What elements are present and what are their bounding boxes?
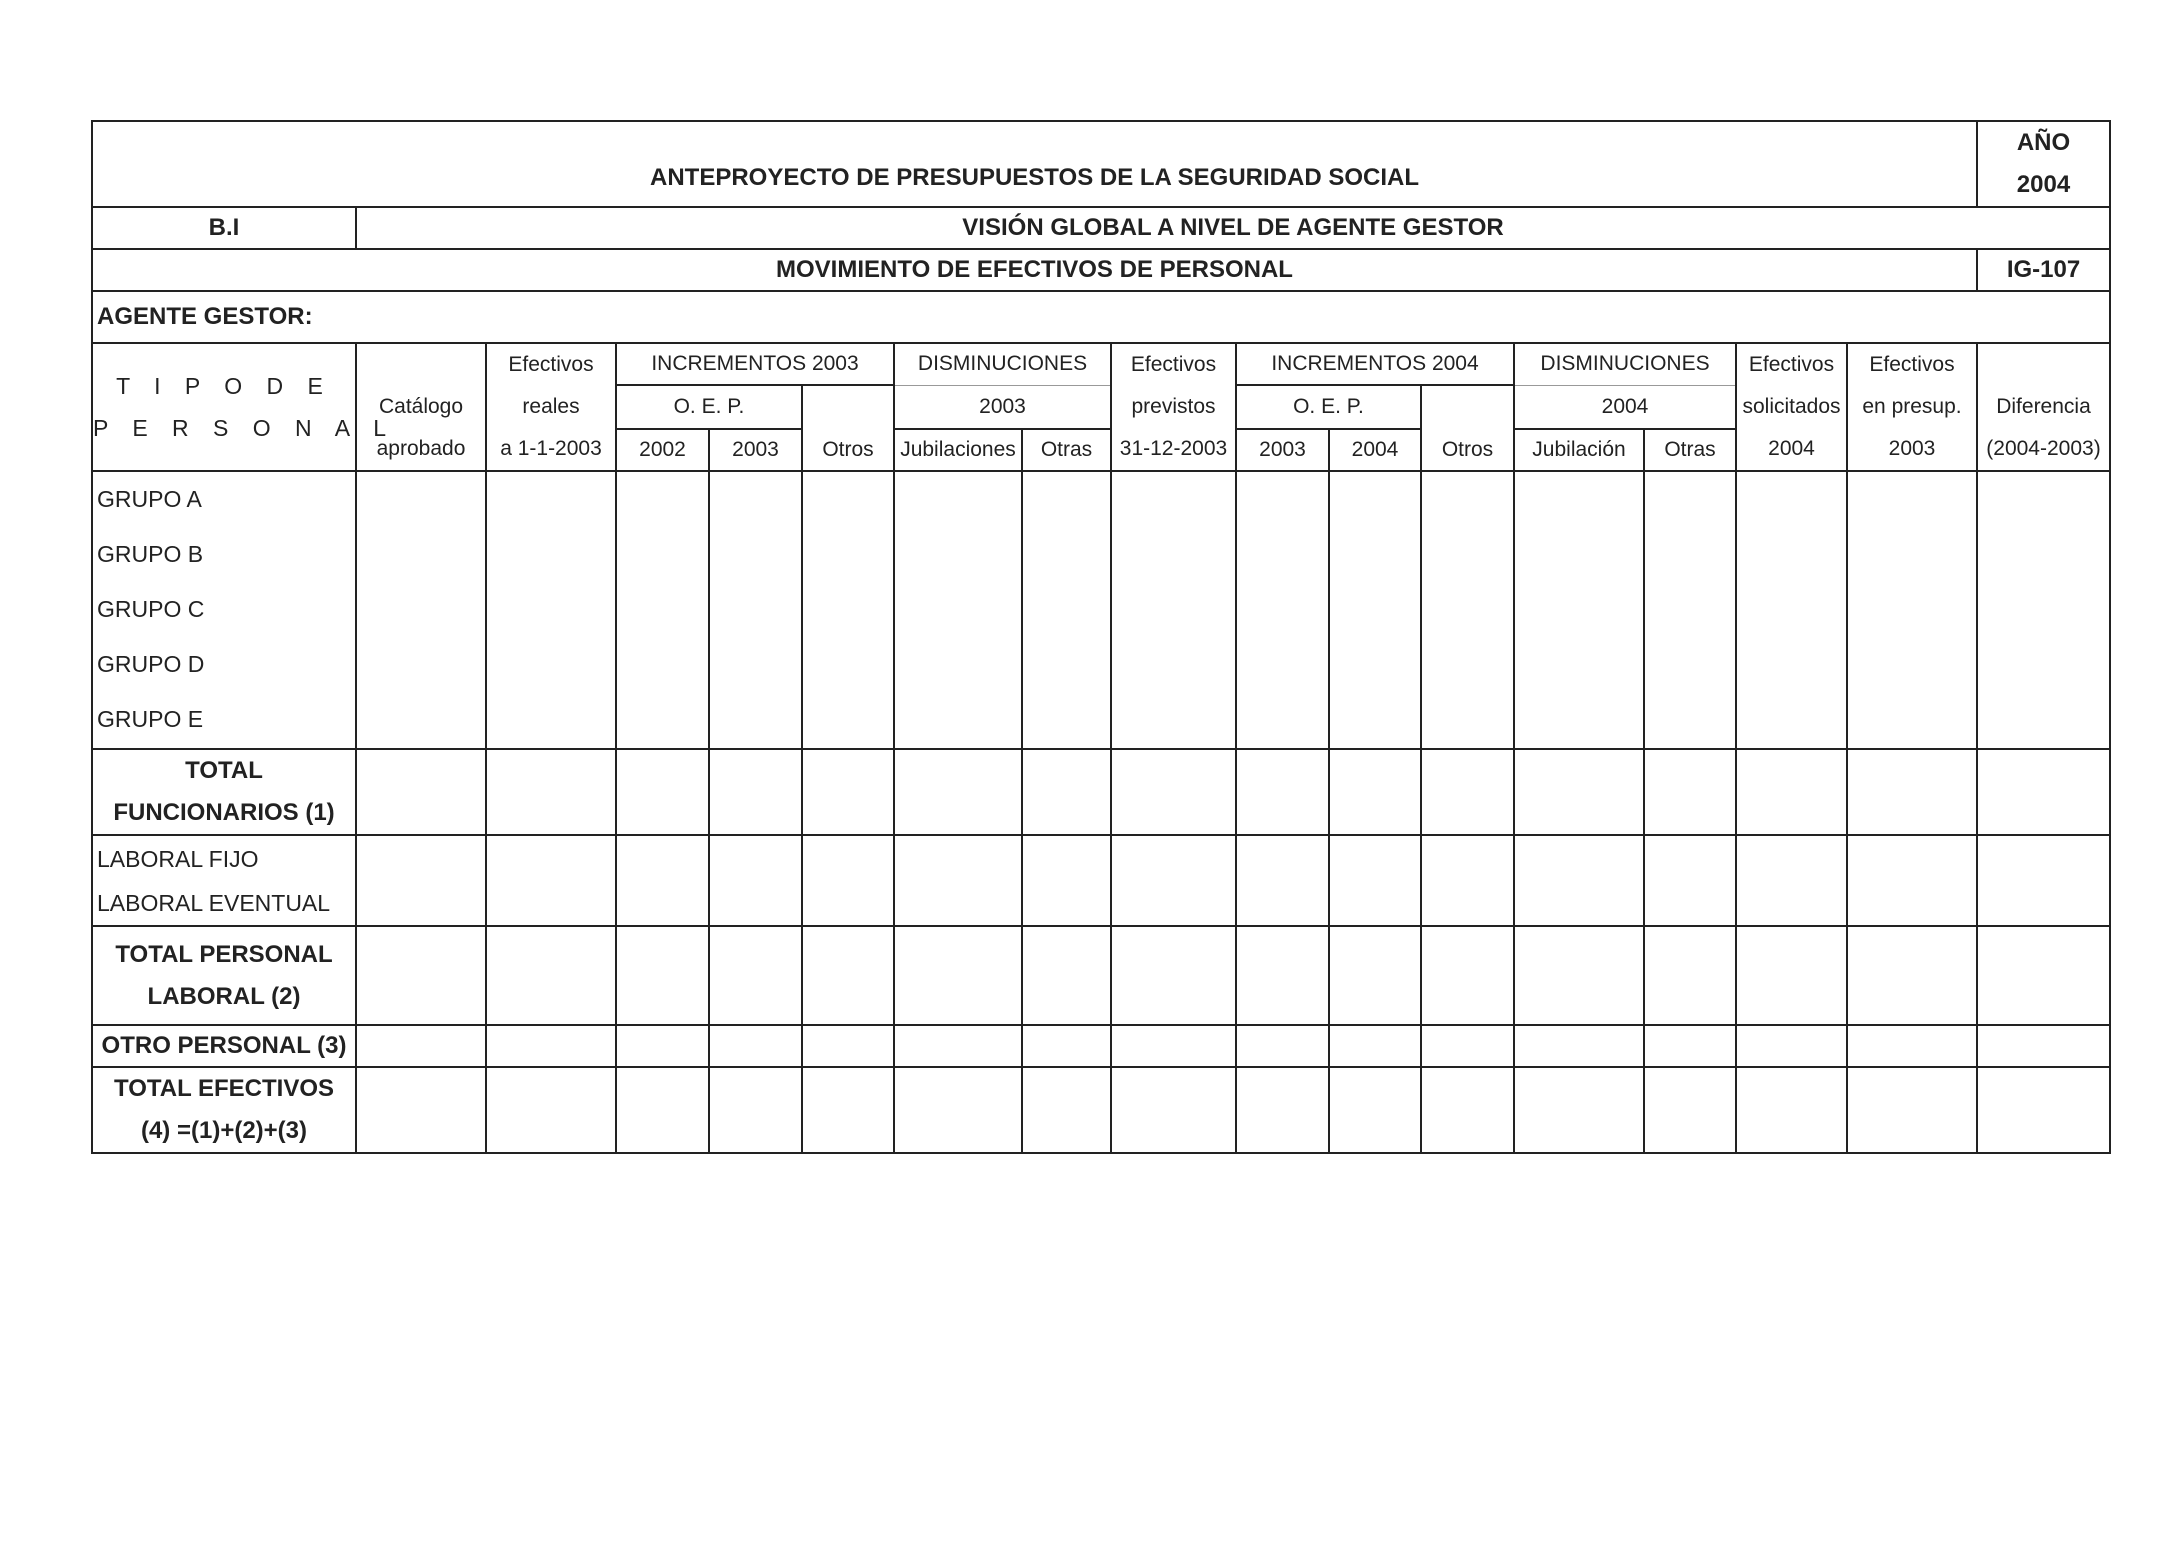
incrementos-2004-header: INCREMENTOS 2004 — [1236, 343, 1514, 385]
tipo-line-2: P E R S O N A L — [93, 415, 396, 441]
efectivos-solicitados-line-2: solicitados — [1742, 395, 1841, 418]
grupos-cell — [92, 471, 356, 749]
total-laboral-line-2: LABORAL (2) — [147, 982, 301, 1010]
total-funcionarios-line-2: FUNCIONARIOS (1) — [113, 799, 335, 826]
tipo-line-1: T I P O D E — [116, 373, 332, 399]
diferencia-line-1: Diferencia — [1996, 395, 2091, 418]
grupos-row — [92, 471, 2110, 749]
document-title: ANTEPROYECTO DE PRESUPUESTOS DE LA SEGURIDAD SOCIAL — [92, 121, 1977, 207]
efectivos-reales-header — [486, 343, 616, 471]
efectivos-previstos-line-2: previstos — [1131, 395, 1216, 418]
total-laboral-line-1: TOTAL PERSONAL — [115, 940, 333, 968]
efectivos-previstos-line-1: Efectivos — [1130, 353, 1217, 376]
oep-2003-year-b: 2003 — [709, 429, 802, 471]
jubilaciones-header: Jubilaciones — [894, 429, 1022, 471]
laboral-eventual: LABORAL EVENTUAL — [97, 889, 331, 916]
form-sheet — [91, 120, 2109, 1154]
dism-2004-year: 2004 — [1514, 385, 1736, 429]
grupo-a: GRUPO A — [97, 486, 202, 512]
laboral-cell — [92, 835, 356, 926]
grupo-c: GRUPO C — [97, 596, 205, 622]
tipo-personal-header — [92, 343, 396, 471]
efectivos-previstos-header — [1111, 343, 1236, 471]
total-funcionarios-row — [92, 749, 2110, 835]
diferencia-header — [1977, 343, 2110, 471]
efectivos-presup-line-2: en presup. — [1862, 395, 1962, 418]
efectivos-solicitados-line-1: Efectivos — [1748, 353, 1835, 376]
total-funcionarios-line-1: TOTAL — [185, 757, 263, 784]
total-efectivos-line-2: (4) =(1)+(2)+(3) — [140, 1117, 308, 1144]
total-laboral-label — [92, 926, 356, 1025]
section-code: B.I — [92, 207, 356, 249]
oep-2003-year-a: 2002 — [616, 429, 709, 471]
efectivos-reales-line-3: a 1-1-2003 — [500, 437, 602, 460]
efectivos-reales-line-1: Efectivos — [508, 353, 594, 376]
oep-2004-header: O. E. P. — [1236, 385, 1421, 429]
oep-2003-header: O. E. P. — [616, 385, 802, 429]
diferencia-line-2: (2004-2003) — [1986, 437, 2101, 460]
laboral-fijo: LABORAL FIJO — [97, 845, 259, 872]
year-value: 2004 — [2016, 171, 2071, 198]
otro-personal-row — [92, 1025, 2110, 1067]
grupo-b: GRUPO B — [97, 541, 204, 567]
laboral-row — [92, 835, 2110, 926]
total-laboral-row — [92, 926, 2110, 1025]
personnel-table — [91, 120, 2111, 1154]
efectivos-presup-header — [1847, 343, 1977, 471]
otros-2004-header: Otros — [1421, 385, 1514, 471]
oep-2004-year-b: 2004 — [1329, 429, 1421, 471]
disminuciones-2003-header: DISMINUCIONES — [894, 343, 1111, 385]
section-subtitle: VISIÓN GLOBAL A NIVEL DE AGENTE GESTOR — [356, 207, 2110, 249]
agent-label: AGENTE GESTOR: — [92, 291, 2110, 343]
otras-2003-header: Otras — [1022, 429, 1111, 471]
form-code: IG-107 — [1977, 249, 2110, 291]
otras-2004-header: Otras — [1644, 429, 1736, 471]
catalogo-line-2: aprobado — [376, 437, 466, 460]
catalogo-header — [356, 343, 486, 471]
total-efectivos-label — [92, 1067, 356, 1153]
year-cell — [1977, 121, 2110, 207]
oep-2004-year-a: 2003 — [1236, 429, 1329, 471]
grupo-e: GRUPO E — [97, 706, 204, 732]
efectivos-previstos-line-3: 31-12-2003 — [1119, 437, 1228, 460]
efectivos-presup-line-3: 2003 — [1888, 437, 1936, 460]
disminuciones-2004-header: DISMINUCIONES — [1514, 343, 1736, 385]
total-efectivos-line-1: TOTAL EFECTIVOS — [113, 1075, 335, 1102]
otro-personal-label: OTRO PERSONAL (3) — [92, 1025, 356, 1067]
dism-2003-year: 2003 — [894, 385, 1111, 429]
catalogo-line-1: Catálogo — [378, 395, 464, 418]
total-efectivos-row — [92, 1067, 2110, 1153]
efectivos-solicitados-line-3: 2004 — [1768, 437, 1815, 460]
form-title: MOVIMIENTO DE EFECTIVOS DE PERSONAL — [92, 249, 1977, 291]
grupo-d: GRUPO D — [97, 651, 205, 677]
otros-2003-header: Otros — [802, 385, 894, 471]
efectivos-reales-line-2: reales — [522, 395, 580, 418]
total-funcionarios-label — [92, 749, 356, 835]
efectivos-solicitados-header — [1736, 343, 1847, 471]
jubilacion-header: Jubilación — [1514, 429, 1644, 471]
efectivos-presup-line-1: Efectivos — [1869, 353, 1955, 376]
year-label: AÑO — [2016, 129, 2071, 156]
incrementos-2003-header: INCREMENTOS 2003 — [616, 343, 894, 385]
